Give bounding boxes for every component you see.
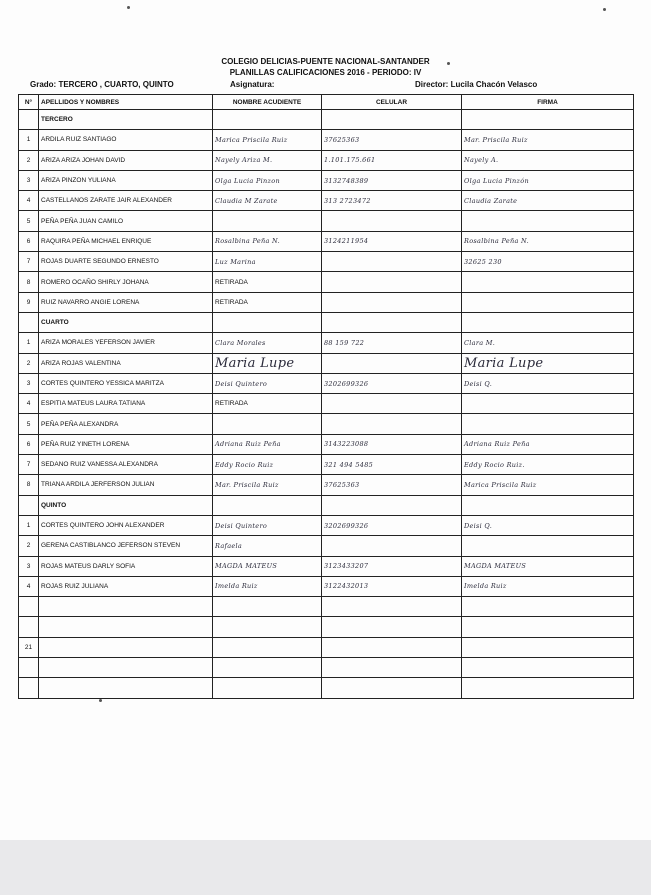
guardian-name: Deisi Quintero <box>213 515 322 535</box>
guardian-signature <box>462 495 634 515</box>
guardian-name: Luz Marina <box>213 252 322 272</box>
phone-number: 1.101.175.661 <box>322 150 462 170</box>
table-row <box>19 211 634 231</box>
guardian-signature: Mar. Priscila Ruiz <box>462 130 634 150</box>
phone-number <box>322 252 462 272</box>
phone-number: 3202699326 <box>322 515 462 535</box>
row-number: 3 <box>19 556 39 576</box>
student-name: RAQUIRA PEÑA MICHAEL ENRIQUE <box>39 231 213 251</box>
guardian-name <box>213 414 322 434</box>
table-row <box>19 597 634 617</box>
row-number <box>19 678 39 698</box>
table-header-row <box>19 95 634 110</box>
student-name: ARDILA RUIZ SANTIAGO <box>39 130 213 150</box>
guardian-signature: Imelda Ruiz <box>462 576 634 596</box>
guardian-signature: Nayely A. <box>462 150 634 170</box>
table-row <box>19 353 634 373</box>
row-number: 7 <box>19 455 39 475</box>
table-row <box>19 170 634 190</box>
guardian-signature: MAGDA MATEUS <box>462 556 634 576</box>
phone-number: 3122432013 <box>322 576 462 596</box>
guardian-name: RETIRADA <box>213 292 322 312</box>
student-name: ARIZA PINZON YULIANA <box>39 170 213 190</box>
phone-number <box>322 353 462 373</box>
guardian-name: RETIRADA <box>213 272 322 292</box>
table-row <box>19 414 634 434</box>
guardian-signature: Adriana Ruiz Peña <box>462 434 634 454</box>
student-name <box>39 637 213 657</box>
table-row <box>19 434 634 454</box>
row-number: 5 <box>19 414 39 434</box>
guardian-signature: Marica Priscila Ruiz <box>462 475 634 495</box>
phone-number: 37625363 <box>322 475 462 495</box>
guardian-name: Claudia M Zarate <box>213 191 322 211</box>
row-number: 3 <box>19 373 39 393</box>
table-row <box>19 191 634 211</box>
phone-number: 313 2723472 <box>322 191 462 211</box>
student-name: ROJAS RUIZ JULIANA <box>39 576 213 596</box>
phone-number: 3123433207 <box>322 556 462 576</box>
student-name: RUIZ NAVARRO ANGIE LORENA <box>39 292 213 312</box>
col-names: APELLIDOS Y NOMBRES <box>39 95 213 110</box>
guardian-name: Imelda Ruiz <box>213 576 322 596</box>
table-row <box>19 272 634 292</box>
guardian-signature <box>462 617 634 637</box>
student-name: ESPITIA MATEUS LAURA TATIANA <box>39 394 213 414</box>
col-number: N° <box>19 95 39 110</box>
subject-label: Asignatura: <box>230 80 275 89</box>
guardian-name: Mar. Priscila Ruiz <box>213 475 322 495</box>
guardian-signature <box>462 211 634 231</box>
row-number: 6 <box>19 434 39 454</box>
phone-number <box>322 394 462 414</box>
row-number <box>19 617 39 637</box>
phone-number: 88 159 722 <box>322 333 462 353</box>
table-row <box>19 333 634 353</box>
student-name: ROJAS DUARTE SEGUNDO ERNESTO <box>39 252 213 272</box>
student-name: ARIZA MORALES YEFERSON JAVIER <box>39 333 213 353</box>
guardian-signature <box>462 536 634 556</box>
table-row <box>19 373 634 393</box>
scan-speck <box>447 62 450 65</box>
guardian-name <box>213 678 322 698</box>
table-row <box>19 455 634 475</box>
phone-number: 3132748389 <box>322 170 462 190</box>
school-title: COLEGIO DELICIAS-PUENTE NACIONAL-SANTANDER <box>221 57 430 66</box>
guardian-signature <box>462 394 634 414</box>
student-name: TERCERO <box>39 110 213 130</box>
guardian-signature: Claudia Zarate <box>462 191 634 211</box>
guardian-signature <box>462 272 634 292</box>
guardian-name <box>213 637 322 657</box>
row-number: 9 <box>19 292 39 312</box>
guardian-name <box>213 495 322 515</box>
student-name: TRIANA ARDILA JERFERSON JULIAN <box>39 475 213 495</box>
phone-number <box>322 637 462 657</box>
phone-number: 321 494 5485 <box>322 455 462 475</box>
phone-number <box>322 292 462 312</box>
row-number: 4 <box>19 576 39 596</box>
guardian-name <box>213 211 322 231</box>
student-name: QUINTO <box>39 495 213 515</box>
phone-number <box>322 536 462 556</box>
guardian-name: Olga Lucia Pinzon <box>213 170 322 190</box>
row-number: 2 <box>19 353 39 373</box>
row-number: 1 <box>19 333 39 353</box>
guardian-name: Eddy Rocio Ruiz <box>213 455 322 475</box>
guardian-signature: Deisi Q. <box>462 373 634 393</box>
phone-number: 3124211954 <box>322 231 462 251</box>
student-name: SEDANO RUIZ VANESSA ALEXANDRA <box>39 455 213 475</box>
phone-number: 3202699326 <box>322 373 462 393</box>
row-number: 6 <box>19 231 39 251</box>
row-number: 3 <box>19 170 39 190</box>
student-name: CUARTO <box>39 312 213 332</box>
table-row <box>19 231 634 251</box>
phone-number <box>322 678 462 698</box>
phone-number <box>322 272 462 292</box>
guardian-signature <box>462 292 634 312</box>
phone-number: 37625363 <box>322 130 462 150</box>
student-name: ARIZA ROJAS VALENTINA <box>39 353 213 373</box>
scan-margin <box>0 840 651 895</box>
table-row <box>19 658 634 678</box>
table-row <box>19 637 634 657</box>
sheet-subtitle: PLANILLAS CALIFICACIONES 2016 - PERIODO: IV <box>229 68 422 77</box>
phone-number <box>322 658 462 678</box>
row-number: 4 <box>19 191 39 211</box>
guardian-name: Rosalbina Peña N. <box>213 231 322 251</box>
phone-number: 3143223088 <box>322 434 462 454</box>
student-name: ARIZA ARIZA JOHAN DAVID <box>39 150 213 170</box>
row-number: 7 <box>19 252 39 272</box>
col-guardian: NOMBRE ACUDIENTE <box>213 95 322 110</box>
row-number: 2 <box>19 150 39 170</box>
student-name: PEÑA PEÑA JUAN CAMILO <box>39 211 213 231</box>
row-number <box>19 110 39 130</box>
row-number: 1 <box>19 130 39 150</box>
student-name: CASTELLANOS ZARATE JAIR ALEXANDER <box>39 191 213 211</box>
row-number: 8 <box>19 272 39 292</box>
row-number <box>19 495 39 515</box>
table-row <box>19 394 634 414</box>
student-name <box>39 658 213 678</box>
section-row <box>19 312 634 332</box>
guardian-signature <box>462 678 634 698</box>
guardian-name <box>213 597 322 617</box>
director-label: Director: Lucila Chacón Velasco <box>415 80 538 89</box>
grades-table <box>18 94 634 699</box>
row-number: 8 <box>19 475 39 495</box>
guardian-signature <box>462 658 634 678</box>
row-number <box>19 658 39 678</box>
guardian-name: Marica Priscila Ruiz <box>213 130 322 150</box>
table-row <box>19 556 634 576</box>
student-name: ROMERO OCAÑO SHIRLY JOHANA <box>39 272 213 292</box>
row-number: 21 <box>19 637 39 657</box>
guardian-signature <box>462 110 634 130</box>
student-name: GERENA CASTIBLANCO JEFERSON STEVEN <box>39 536 213 556</box>
guardian-name: Rafaela <box>213 536 322 556</box>
guardian-signature: Clara M. <box>462 333 634 353</box>
table-row <box>19 252 634 272</box>
guardian-name <box>213 658 322 678</box>
row-number: 4 <box>19 394 39 414</box>
student-name: CORTES QUINTERO JOHN ALEXANDER <box>39 515 213 535</box>
row-number: 5 <box>19 211 39 231</box>
guardian-signature: Maria Lupe <box>462 353 634 373</box>
col-phone: CELULAR <box>322 95 462 110</box>
phone-number <box>322 312 462 332</box>
guardian-name <box>213 312 322 332</box>
guardian-signature <box>462 637 634 657</box>
table-row <box>19 292 634 312</box>
guardian-signature: 32625 230 <box>462 252 634 272</box>
table-row <box>19 617 634 637</box>
student-name: CORTES QUINTERO YESSICA MARITZA <box>39 373 213 393</box>
student-name: PEÑA RUIZ YINETH LORENA <box>39 434 213 454</box>
guardian-name: RETIRADA <box>213 394 322 414</box>
guardian-name <box>213 617 322 637</box>
section-row <box>19 495 634 515</box>
guardian-name: Clara Morales <box>213 333 322 353</box>
guardian-signature <box>462 597 634 617</box>
phone-number <box>322 597 462 617</box>
table-row <box>19 536 634 556</box>
row-number: 2 <box>19 536 39 556</box>
guardian-name <box>213 110 322 130</box>
guardian-signature <box>462 312 634 332</box>
table-row <box>19 678 634 698</box>
phone-number <box>322 495 462 515</box>
guardian-signature: Olga Lucia Pinzón <box>462 170 634 190</box>
guardian-name: Adriana Ruiz Peña <box>213 434 322 454</box>
guardian-name: Deisi Quintero <box>213 373 322 393</box>
section-row <box>19 110 634 130</box>
row-number <box>19 312 39 332</box>
row-number <box>19 597 39 617</box>
guardian-name: MAGDA MATEUS <box>213 556 322 576</box>
scan-speck <box>127 6 130 9</box>
table-row <box>19 576 634 596</box>
phone-number <box>322 110 462 130</box>
guardian-signature: Eddy Rocio Ruiz. <box>462 455 634 475</box>
phone-number <box>322 211 462 231</box>
scan-speck <box>99 699 102 702</box>
table-row <box>19 130 634 150</box>
col-signature: FIRMA <box>462 95 634 110</box>
scan-speck <box>603 8 606 11</box>
student-name <box>39 678 213 698</box>
student-name <box>39 597 213 617</box>
guardian-name: Maria Lupe <box>213 353 322 373</box>
guardian-name: Nayely Ariza M. <box>213 150 322 170</box>
phone-number <box>322 414 462 434</box>
phone-number <box>322 617 462 637</box>
table-row <box>19 515 634 535</box>
guardian-signature: Deisi Q. <box>462 515 634 535</box>
table-row <box>19 475 634 495</box>
guardian-signature: Rosalbina Peña N. <box>462 231 634 251</box>
guardian-signature <box>462 414 634 434</box>
student-name: ROJAS MATEUS DARLY SOFIA <box>39 556 213 576</box>
student-name <box>39 617 213 637</box>
grade-label: Grado: TERCERO , CUARTO, QUINTO <box>30 80 174 89</box>
table-row <box>19 150 634 170</box>
student-name: PEÑA PEÑA ALEXANDRA <box>39 414 213 434</box>
row-number: 1 <box>19 515 39 535</box>
